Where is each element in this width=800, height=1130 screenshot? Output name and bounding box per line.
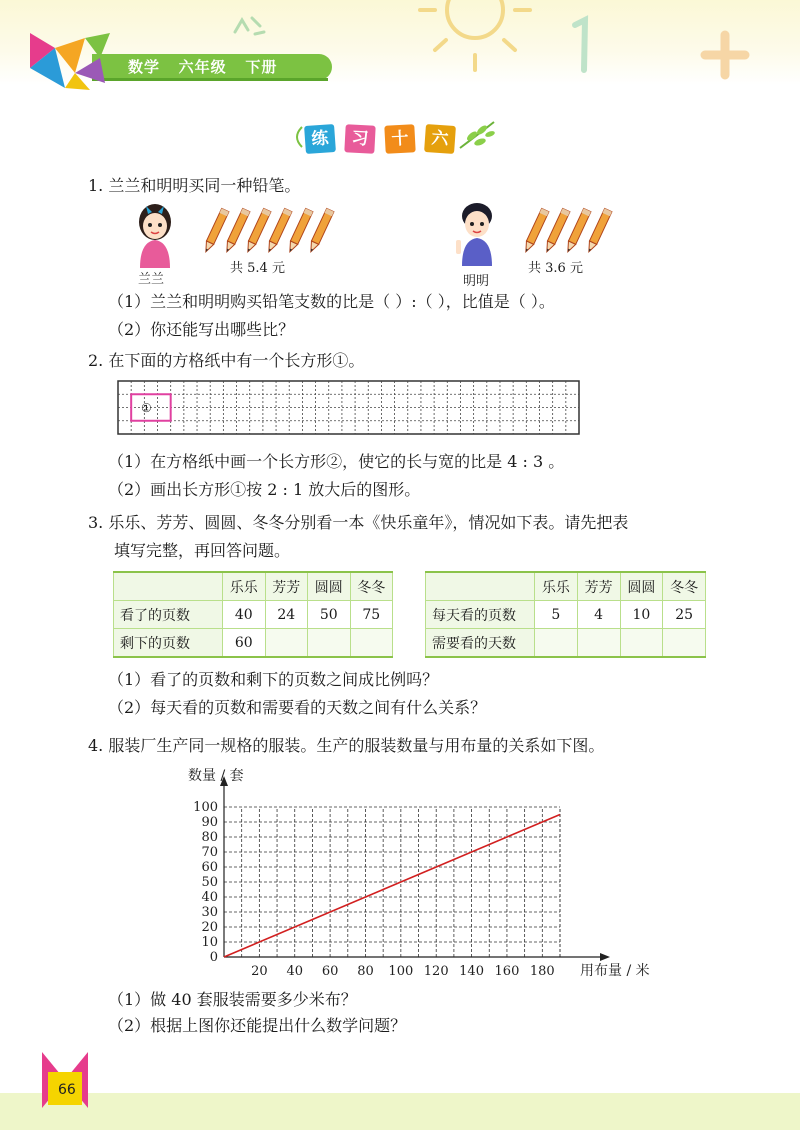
- x-tick-label: 140: [459, 964, 484, 979]
- girl-name: 兰兰: [138, 272, 165, 287]
- days-table: [425, 571, 706, 658]
- row-header-cell: 需要看的天数: [426, 629, 535, 658]
- leaf-left-decoration: [290, 122, 305, 152]
- table-header-cell: 冬冬: [350, 572, 393, 601]
- table-cell: 10: [620, 601, 663, 629]
- x-axis-arrow-icon: [600, 953, 610, 961]
- table-cell: 60: [223, 629, 266, 658]
- y-tick-label: 40: [201, 890, 218, 905]
- table-cell: 25: [663, 601, 706, 629]
- table-cell: 50: [308, 601, 351, 629]
- q4-sub1: （1）做 40 套服装需要多少米布？: [108, 990, 357, 1009]
- blank-answer-cell[interactable]: [663, 629, 706, 658]
- x-tick-label: 80: [357, 964, 374, 979]
- q4-stem: 4. 服装厂生产同一规格的服装。生产的服装数量与用布量的关系如下图。: [88, 736, 605, 755]
- x-tick-label: 120: [423, 964, 449, 979]
- header-band-line: [92, 78, 328, 81]
- q3-sub1: （1）看了的页数和剩下的页数之间成比例吗？: [108, 670, 439, 689]
- y-axis-label: 数量 / 套: [188, 768, 244, 784]
- header-title: 数学 六年级 下册: [128, 58, 278, 76]
- y-tick-label: 100: [193, 800, 218, 815]
- y-tick-label: 60: [201, 860, 218, 875]
- table-row: [426, 601, 706, 629]
- footer-band: [0, 1093, 800, 1130]
- table-row: [114, 629, 393, 658]
- tangram-logo: [25, 28, 115, 98]
- q3-stem-line1: 3. 乐乐、芳芳、圆圆、冬冬分别看一本《快乐童年》，情况如下表。请先把表: [88, 513, 629, 532]
- table-row: [114, 601, 393, 629]
- table-header-cell: 乐乐: [535, 572, 578, 601]
- row-header-cell: 看了的页数: [114, 601, 223, 629]
- rect-1-label: ①: [141, 401, 152, 415]
- table-header-cell: 乐乐: [223, 572, 266, 601]
- y-tick-label: 80: [201, 830, 218, 845]
- table-header-cell: [114, 572, 223, 601]
- boy-total-price: 共 3.6 元: [528, 261, 583, 276]
- q3-sub2: （2）每天看的页数和需要看的天数之间有什么关系？: [108, 698, 487, 717]
- boy-mingming-avatar: [452, 198, 502, 268]
- x-tick-label: 100: [388, 964, 414, 979]
- leaf-branch-icon: [458, 118, 498, 154]
- table-cell: 4: [577, 601, 620, 629]
- page-number-badge: [40, 1050, 90, 1110]
- q2-sub1: （1）在方格纸中画一个长方形②，使它的长与宽的比是 4 : 3 。: [108, 452, 565, 471]
- title-char-3: 十: [384, 124, 415, 154]
- table-row: [426, 629, 706, 658]
- q1-sub2: （2）你还能写出哪些比？: [108, 320, 295, 339]
- blank-answer-cell[interactable]: [350, 629, 393, 658]
- q2-sub2: （2）画出长方形①按 2 : 1 放大后的图形。: [108, 480, 421, 499]
- table-header-cell: 冬冬: [663, 572, 706, 601]
- girl-total-price: 共 5.4 元: [230, 261, 285, 276]
- digit-one-decoration: [560, 15, 600, 75]
- pencil-icon: [522, 208, 549, 253]
- table-header-cell: [426, 572, 535, 601]
- y-tick-label: 50: [201, 875, 218, 890]
- q2-stem: 2. 在下面的方格纸中有一个长方形①。: [88, 351, 365, 370]
- q1-sub1: （1）兰兰和明明购买铅笔支数的比是（ ）:（ ），比值是（ ）。: [108, 292, 555, 311]
- pages-table: [113, 571, 393, 658]
- row-header-cell: 每天看的页数: [426, 601, 535, 629]
- table-cell: 24: [265, 601, 308, 629]
- y-tick-label: 10: [201, 935, 218, 950]
- square-grid-paper: [117, 380, 580, 435]
- table-header-cell: 圆圆: [620, 572, 663, 601]
- blank-answer-cell[interactable]: [577, 629, 620, 658]
- pencil-icon: [202, 208, 229, 253]
- blank-answer-cell[interactable]: [308, 629, 351, 658]
- y-tick-label: 90: [201, 815, 218, 830]
- x-tick-label: 60: [321, 964, 339, 979]
- cloth-usage-line-chart: [180, 760, 650, 985]
- x-tick-label: 20: [251, 964, 268, 979]
- table-header-cell: 芳芳: [577, 572, 620, 601]
- y-tick-label: 20: [201, 920, 218, 935]
- table-header-cell: 芳芳: [265, 572, 308, 601]
- page-number: 66: [58, 1082, 76, 1098]
- title-char-4: 六: [424, 124, 456, 154]
- scribble-decoration: [230, 12, 270, 42]
- table-header-cell: 圆圆: [308, 572, 351, 601]
- x-axis-label: 用布量 / 米: [580, 963, 650, 979]
- table-header-row: [114, 572, 393, 601]
- plus-decoration: [700, 30, 750, 80]
- q1-stem: 1. 兰兰和明明买同一种铅笔。: [88, 176, 301, 195]
- series-line: [224, 815, 560, 958]
- title-char-2: 习: [344, 124, 375, 154]
- x-tick-label: 40: [286, 964, 304, 979]
- table-header-row: [426, 572, 706, 601]
- y-tick-label: 30: [201, 905, 218, 920]
- girl-lanlan-avatar: [130, 200, 180, 270]
- table-cell: 75: [350, 601, 393, 629]
- row-header-cell: 剩下的页数: [114, 629, 223, 658]
- y-tick-label: 70: [201, 845, 218, 860]
- sun-decoration: [400, 0, 550, 80]
- y-tick-label: 0: [209, 950, 218, 965]
- girl-pencils-group: [198, 206, 338, 256]
- title-char-1: 练: [304, 124, 336, 154]
- q3-stem-line2: 填写完整，再回答问题。: [114, 541, 291, 560]
- x-tick-label: 160: [494, 964, 520, 979]
- blank-answer-cell[interactable]: [535, 629, 578, 658]
- table-cell: 5: [535, 601, 578, 629]
- boy-pencils-group: [518, 206, 618, 256]
- boy-name: 明明: [463, 274, 490, 289]
- table-cell: 40: [223, 601, 266, 629]
- blank-answer-cell[interactable]: [620, 629, 663, 658]
- q4-sub2: （2）根据上图你还能提出什么数学问题？: [108, 1016, 407, 1035]
- blank-answer-cell[interactable]: [265, 629, 308, 658]
- x-tick-label: 180: [529, 964, 555, 979]
